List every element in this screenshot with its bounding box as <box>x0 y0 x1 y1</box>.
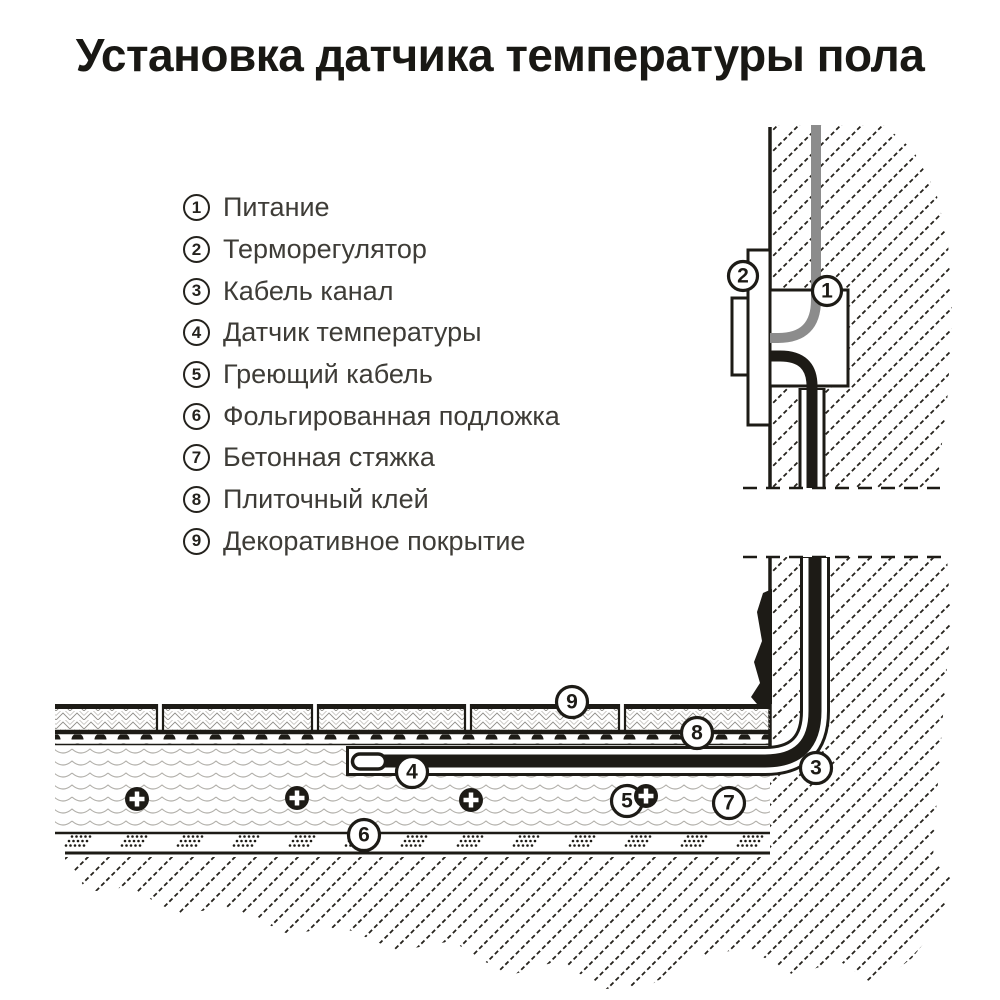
marker-2-thermostat <box>729 262 758 291</box>
wall-top-section <box>732 125 952 489</box>
legend-label: Бетонная стяжка <box>223 442 435 473</box>
marker-3-cable-channel <box>801 753 832 784</box>
legend-number-badge: 4 <box>183 319 210 346</box>
marker-8-tile-adhesive <box>682 718 713 749</box>
legend-label: Декоративное покрытие <box>223 525 526 556</box>
foil-underlay-layer <box>55 835 770 851</box>
legend-label: Греющий кабель <box>223 359 433 390</box>
wall-sealant-bead <box>751 589 772 704</box>
adhesive-layer <box>55 735 770 745</box>
svg-text:9: 9 <box>566 690 578 714</box>
heating-cable-dot <box>285 786 309 810</box>
svg-text:2: 2 <box>737 264 749 288</box>
legend-label: Фольгированная подложка <box>223 400 560 431</box>
legend-label: Кабель канал <box>223 275 394 306</box>
legend-label: Плиточный клей <box>223 484 429 515</box>
heating-cable-dot <box>459 788 483 812</box>
marker-4-temperature-sensor <box>397 757 428 788</box>
wall-bottom-section <box>751 557 951 857</box>
thermostat-back-box <box>732 298 748 375</box>
legend-number-badge: 2 <box>183 236 210 263</box>
svg-text:1: 1 <box>821 279 833 303</box>
svg-text:7: 7 <box>723 791 735 815</box>
page-title: Установка датчика температуры пола <box>75 29 925 81</box>
base-hatch <box>65 857 951 989</box>
svg-text:4: 4 <box>406 760 418 784</box>
section-break <box>743 488 947 557</box>
legend-label: Терморегулятор <box>223 234 427 265</box>
marker-7-concrete-screed <box>714 788 745 819</box>
subfloor-base <box>65 853 951 989</box>
legend-number-badge: 8 <box>183 486 210 513</box>
legend-number-badge: 7 <box>183 444 210 471</box>
marker-6-foil-underlay <box>349 820 380 851</box>
svg-text:8: 8 <box>691 721 703 745</box>
heating-cable-dot <box>125 787 149 811</box>
svg-text:5: 5 <box>621 789 633 813</box>
legend-label: Датчик температуры <box>223 317 482 348</box>
legend-number-badge: 5 <box>183 361 210 388</box>
svg-text:3: 3 <box>810 756 822 780</box>
legend-number-badge: 1 <box>183 194 210 221</box>
temperature-sensor-bulb <box>353 754 386 769</box>
svg-text:6: 6 <box>358 823 370 847</box>
wall-bottom-hatch <box>770 557 951 857</box>
marker-1-power <box>813 277 842 306</box>
tile-layer <box>55 704 770 731</box>
marker-9-decorative-covering <box>557 687 588 718</box>
heating-cable-dot <box>634 784 658 808</box>
legend-label: Питание <box>223 192 330 223</box>
legend-number-badge: 6 <box>183 403 210 430</box>
legend-number-badge: 3 <box>183 278 210 305</box>
legend-number-badge: 9 <box>183 528 210 555</box>
